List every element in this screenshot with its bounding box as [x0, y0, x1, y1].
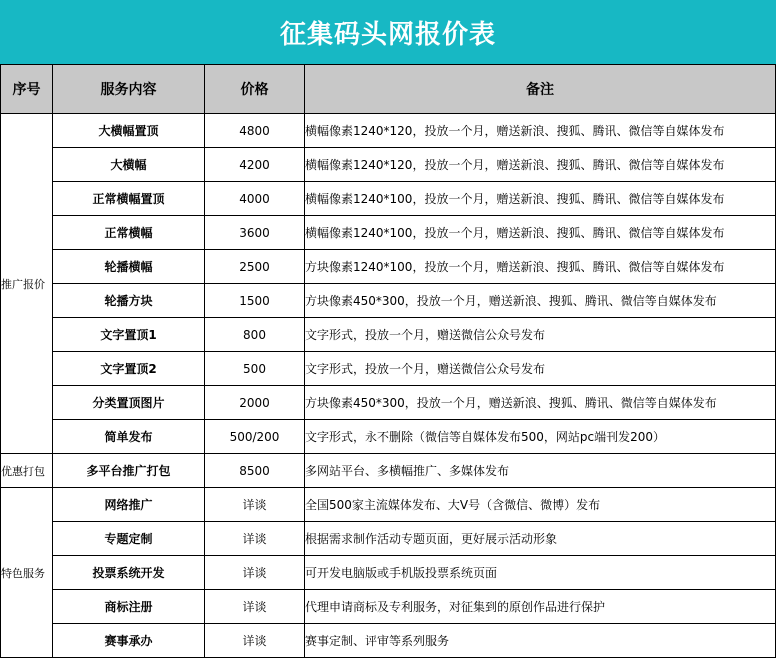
service-cell: 多平台推广打包: [53, 454, 205, 488]
note-cell: 横幅像素1240*120，投放一个月，赠送新浪、搜狐、腾讯、微信等自媒体发布: [305, 114, 776, 148]
price-cell: 2000: [205, 386, 305, 420]
table-row: [1, 590, 776, 624]
price-cell: 8500: [205, 454, 305, 488]
table-row: [1, 556, 776, 590]
header-seq: 序号: [1, 65, 53, 114]
note-cell: 横幅像素1240*100，投放一个月，赠送新浪、搜狐、腾讯、微信等自媒体发布: [305, 216, 776, 250]
price-cell: 详谈: [205, 624, 305, 658]
service-cell: 轮播横幅: [53, 250, 205, 284]
category-cell: 优惠打包: [1, 454, 53, 488]
note-cell: 可开发电脑版或手机版投票系统页面: [305, 556, 776, 590]
service-cell: 大横幅: [53, 148, 205, 182]
note-cell: 全国500家主流媒体发布、大V号（含微信、微博）发布: [305, 488, 776, 522]
table-row: [1, 386, 776, 420]
service-cell: 大横幅置顶: [53, 114, 205, 148]
service-cell: 投票系统开发: [53, 556, 205, 590]
table-row: [1, 114, 776, 148]
price-cell: 4200: [205, 148, 305, 182]
note-cell: 多网站平台、多横幅推广、多媒体发布: [305, 454, 776, 488]
table-row: [1, 352, 776, 386]
price-cell: 2500: [205, 250, 305, 284]
note-cell: 文字形式，投放一个月，赠送微信公众号发布: [305, 318, 776, 352]
price-cell: 详谈: [205, 556, 305, 590]
table-row: [1, 522, 776, 556]
service-cell: 简单发布: [53, 420, 205, 454]
note-cell: 方块像素450*300，投放一个月，赠送新浪、搜狐、腾讯、微信等自媒体发布: [305, 386, 776, 420]
table-row: [1, 216, 776, 250]
category-cell: 特色服务: [1, 488, 53, 658]
note-cell: 文字形式，投放一个月，赠送微信公众号发布: [305, 352, 776, 386]
table-row: [1, 182, 776, 216]
price-cell: 4000: [205, 182, 305, 216]
header-row: [1, 65, 776, 114]
note-cell: 文字形式，永不删除（微信等自媒体发布500，网站pc端刊发200）: [305, 420, 776, 454]
price-cell: 500/200: [205, 420, 305, 454]
service-cell: 网络推广: [53, 488, 205, 522]
table-row: [1, 420, 776, 454]
note-cell: 代理申请商标及专利服务，对征集到的原创作品进行保护: [305, 590, 776, 624]
price-cell: 1500: [205, 284, 305, 318]
table-row: [1, 318, 776, 352]
table-row: [1, 488, 776, 522]
table-row: [1, 148, 776, 182]
price-table: [0, 64, 776, 658]
sheet-title: 征集码头网报价表: [0, 0, 776, 64]
note-cell: 赛事定制、评审等系列服务: [305, 624, 776, 658]
service-cell: 文字置顶1: [53, 318, 205, 352]
note-cell: 方块像素1240*100，投放一个月，赠送新浪、搜狐、腾讯、微信等自媒体发布: [305, 250, 776, 284]
price-cell: 3600: [205, 216, 305, 250]
table-row: [1, 284, 776, 318]
service-cell: 轮播方块: [53, 284, 205, 318]
header-note: 备注: [305, 65, 776, 114]
header-service: 服务内容: [53, 65, 205, 114]
category-cell: 推广报价: [1, 114, 53, 454]
service-cell: 专题定制: [53, 522, 205, 556]
note-cell: 根据需求制作活动专题页面，更好展示活动形象: [305, 522, 776, 556]
header-price: 价格: [205, 65, 305, 114]
table-row: [1, 624, 776, 658]
price-cell: 800: [205, 318, 305, 352]
service-cell: 文字置顶2: [53, 352, 205, 386]
note-cell: 横幅像素1240*100，投放一个月，赠送新浪、搜狐、腾讯、微信等自媒体发布: [305, 182, 776, 216]
service-cell: 正常横幅: [53, 216, 205, 250]
note-cell: 横幅像素1240*120，投放一个月，赠送新浪、搜狐、腾讯、微信等自媒体发布: [305, 148, 776, 182]
price-cell: 500: [205, 352, 305, 386]
table-row: [1, 250, 776, 284]
price-cell: 4800: [205, 114, 305, 148]
service-cell: 正常横幅置顶: [53, 182, 205, 216]
service-cell: 赛事承办: [53, 624, 205, 658]
note-cell: 方块像素450*300，投放一个月，赠送新浪、搜狐、腾讯、微信等自媒体发布: [305, 284, 776, 318]
price-cell: 详谈: [205, 488, 305, 522]
table-row: [1, 454, 776, 488]
price-cell: 详谈: [205, 590, 305, 624]
service-cell: 商标注册: [53, 590, 205, 624]
price-cell: 详谈: [205, 522, 305, 556]
service-cell: 分类置顶图片: [53, 386, 205, 420]
